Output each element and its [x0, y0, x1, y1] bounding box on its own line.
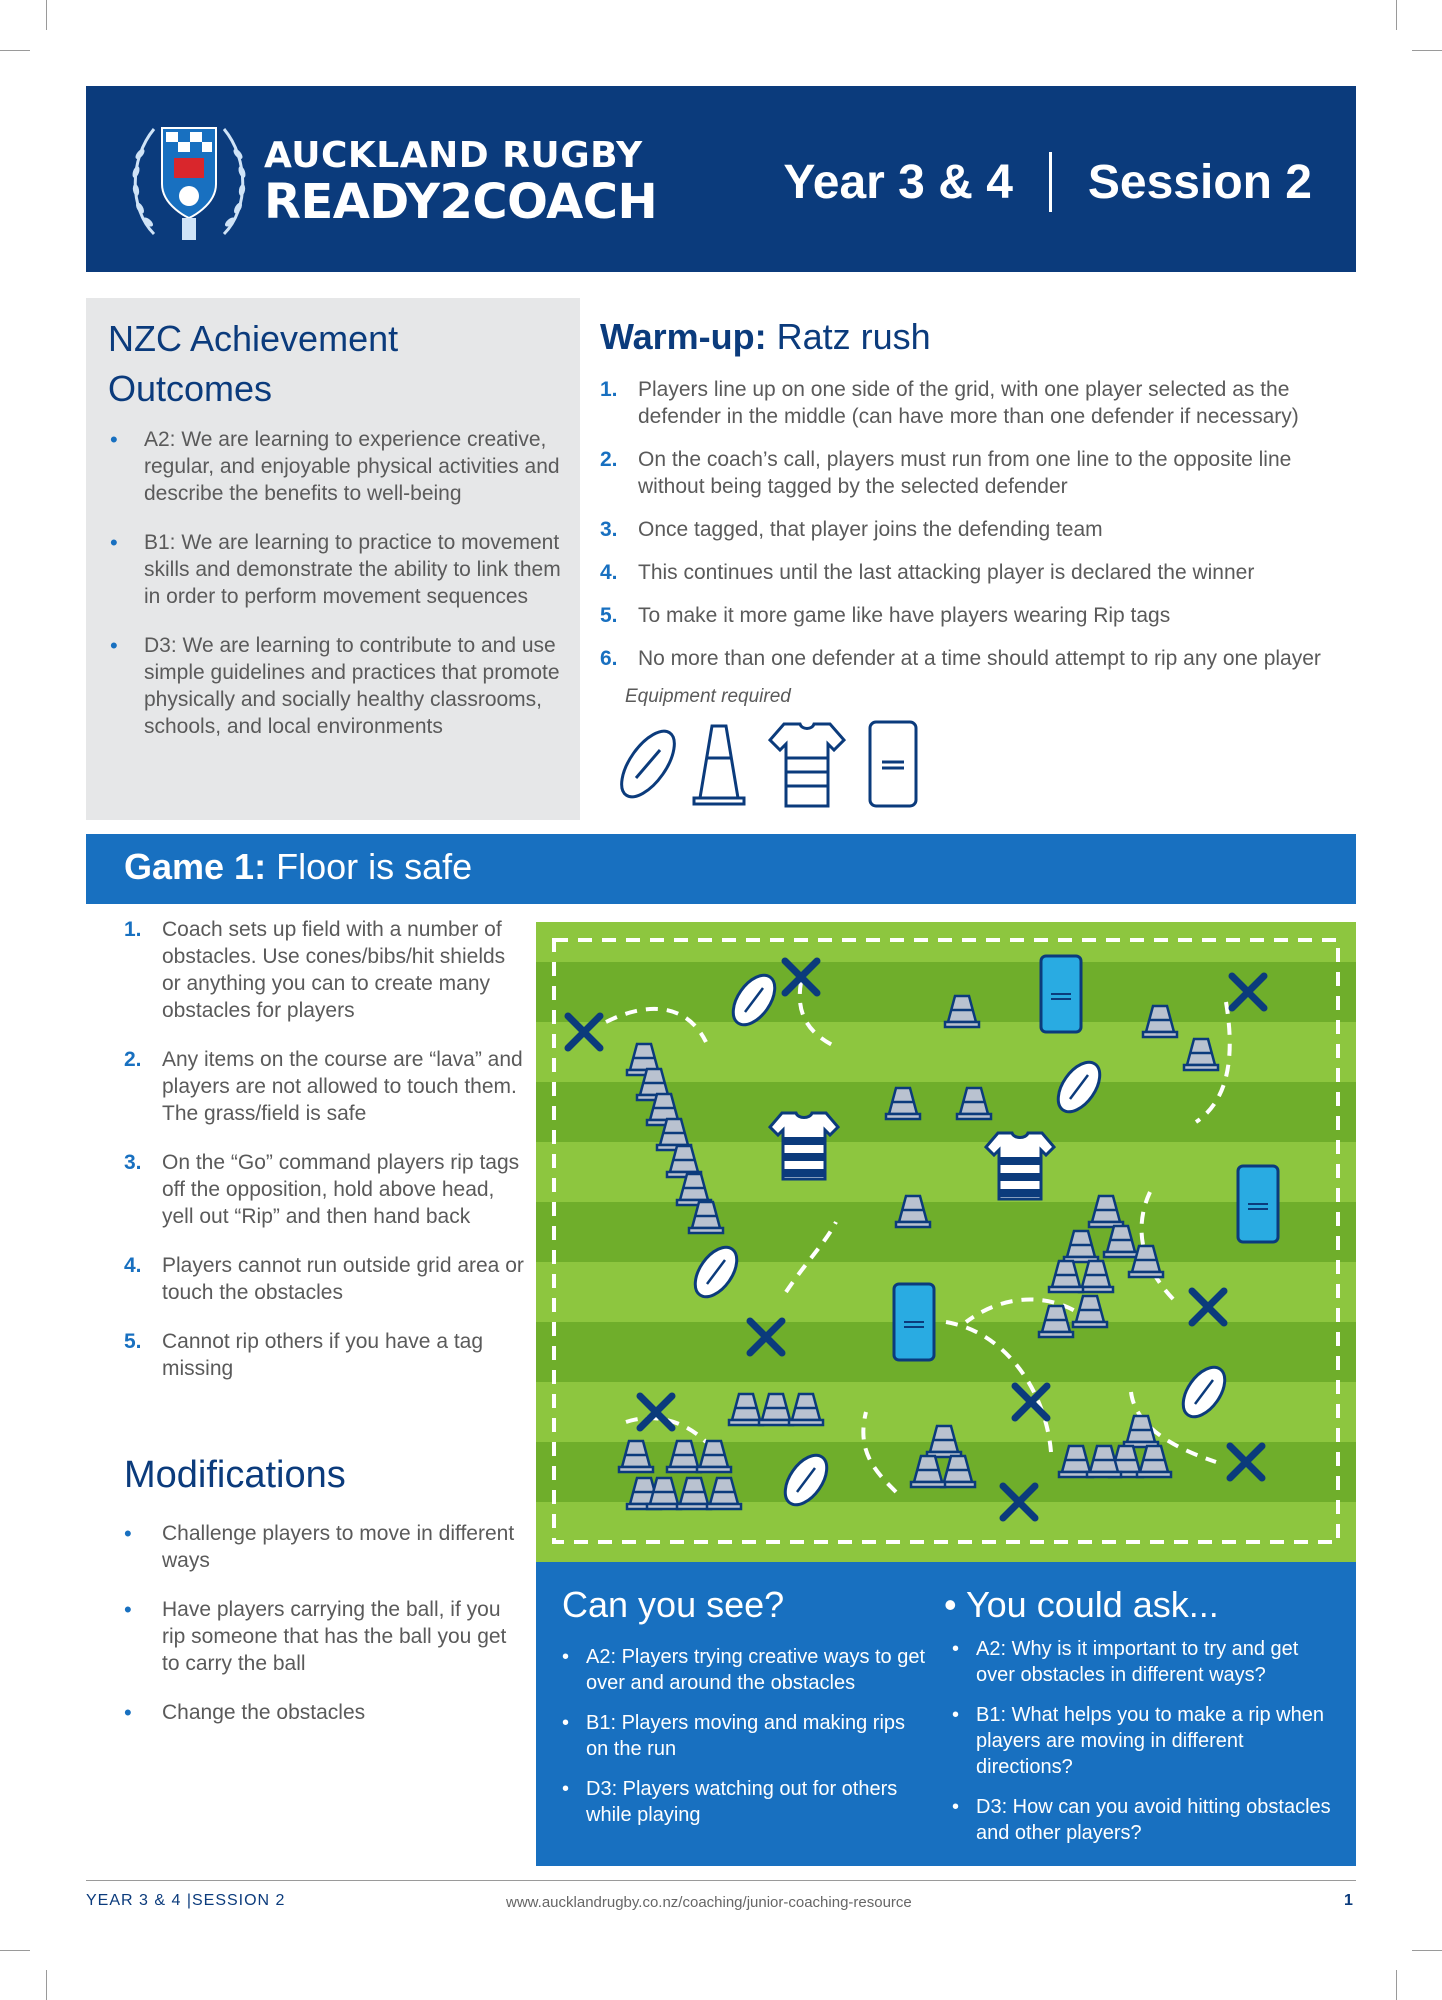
list-item: • Challenge players to move in different ways [124, 1521, 515, 1572]
crop-mark [46, 0, 47, 30]
footer-session: YEAR 3 & 4 |SESSION 2 [86, 1892, 286, 1909]
bullet-icon: • [124, 1521, 132, 1546]
observation-panel [536, 1562, 1356, 1866]
bullet-icon: • [110, 530, 118, 555]
cone-icon [694, 726, 744, 804]
list-item: • A2: We are learning to experience creative, regular, and enjoyable physical activities and describe the benefits to well-being [110, 427, 560, 505]
list-item: 4. This continues until the last attacking player is declared the winner [600, 561, 1255, 584]
footer-divider [86, 1880, 1356, 1881]
bullet-icon: • [110, 633, 118, 658]
bullet-icon: • [124, 1597, 132, 1622]
session-title [783, 152, 1312, 212]
list-item: 5. To make it more game like have players wearing Rip tags [600, 604, 1171, 627]
nzc-list [108, 426, 568, 762]
can-you-see-title: Can you see? [562, 1584, 785, 1625]
game-title: Game 1: Floor is safe [124, 846, 473, 887]
rugby-ball-icon [614, 723, 685, 806]
list-item: 2. On the coach’s call, players must run from one line to the opposite line without being tagged by the selected defender [600, 448, 1292, 498]
list-item: • B1: Players moving and making rips on the run [562, 1712, 906, 1760]
crop-mark [46, 1970, 47, 2000]
header-divider [1049, 152, 1052, 212]
bullet-icon: • [110, 427, 118, 452]
game-banner [86, 834, 1356, 904]
list-item: 6. No more than one defender at a time should attempt to rip any one player [600, 647, 1321, 670]
list-item: 3. On the “Go” command players rip tags off the opposition, hold above head, yell out “Rip” and then hand back [124, 1151, 520, 1228]
list-item: • A2: Players trying creative ways to get over and around the obstacles [562, 1646, 926, 1694]
crop-mark [0, 1950, 30, 1951]
list-item: 5. Cannot rip others if you have a tag missing [124, 1330, 484, 1380]
session-label: Session 2 [1087, 155, 1312, 209]
modifications-list [124, 1520, 524, 1748]
nzc-outcomes-box [86, 298, 580, 820]
bullet-icon: • [124, 1700, 132, 1725]
crop-mark [1396, 1970, 1397, 2000]
brand-line-1: AUCKLAND RUGBY [264, 135, 643, 176]
page-header [86, 86, 1356, 272]
list-item: • B1: What helps you to make a rip when players are moving in different directions? [952, 1704, 1324, 1778]
list-item: 1. Coach sets up field with a number of obstacles. Use cones/bibs/hit shields or anything you can to create many obstacles for players [124, 918, 506, 1022]
list-item: • D3: How can you avoid hitting obstacles and other players? [952, 1796, 1331, 1844]
brand-line-2: READY2COACH [264, 174, 658, 230]
brand-wordmark [264, 135, 658, 230]
modifications-title: Modifications [124, 1454, 346, 1496]
nzc-title: NZC Achievement Outcomes [108, 318, 399, 410]
list-item: • A2: Why is it important to try and get over obstacles in different ways? [952, 1638, 1299, 1686]
footer-url[interactable]: www.aucklandrugby.co.nz/coaching/junior-coaching-resource [506, 1894, 912, 1911]
list-item: 3. Once tagged, that player joins the defending team [600, 518, 1103, 541]
list-item: • Change the obstacles [124, 1700, 366, 1725]
list-item: • Have players carrying the ball, if you rip someone that has the ball you get to carry the ball [124, 1597, 507, 1675]
equipment-icons [614, 718, 926, 810]
list-item: 4. Players cannot run outside grid area or touch the obstacles [124, 1254, 524, 1304]
crop-mark [1396, 0, 1397, 30]
auckland-rugby-crest-logo [124, 114, 254, 246]
tackle-shield-icon [870, 722, 916, 806]
warmup-title: Warm-up: Ratz rush [600, 316, 931, 357]
you-could-ask-list [952, 1636, 1342, 1860]
you-could-ask-title: • You could ask... [944, 1584, 1219, 1625]
list-item: 1. Players line up on one side of the grid, with one player selected as the defender in the middle (can have more than one defender if necessary) [600, 378, 1299, 428]
page-number: 1 [1344, 1892, 1353, 1909]
can-you-see-list [562, 1644, 932, 1842]
crop-mark [0, 50, 30, 51]
field-diagram [536, 922, 1356, 1562]
warmup-steps [600, 376, 1360, 672]
equipment-label: Equipment required [625, 686, 791, 707]
warmup-section [600, 316, 1360, 688]
jersey-icon [770, 724, 844, 806]
list-item: • D3: Players watching out for others while playing [562, 1778, 898, 1826]
crop-mark [1412, 50, 1442, 51]
list-item: 2. Any items on the course are “lava” and players are not allowed to touch them. The grass/field is safe [124, 1048, 523, 1125]
list-item: • B1: We are learning to practice to movement skills and demonstrate the ability to link them in order to perform movement sequences [110, 530, 561, 608]
list-item: • D3: We are learning to contribute to and use simple guidelines and practices that promote physically and socially healthy classrooms, schools, and local environments [110, 633, 560, 738]
year-label: Year 3 & 4 [783, 155, 1013, 209]
game-steps [124, 916, 524, 1404]
crop-mark [1412, 1950, 1442, 1951]
